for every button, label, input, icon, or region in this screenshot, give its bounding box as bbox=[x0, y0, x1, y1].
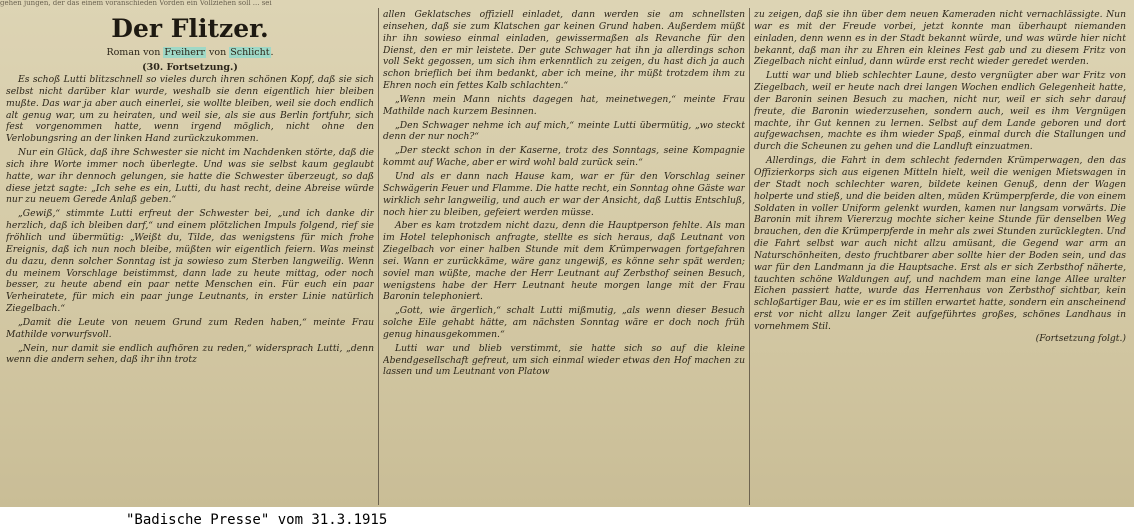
article-title: Der Flitzer. bbox=[111, 14, 269, 43]
paragraph: zu zeigen, daß sie ihn über dem neuen Kameraden nicht vernachlässigte. Nun war es mit der Freude vorbei, jetzt konnte man überhaupt niemanden einladen, denn wenn es in der Stadt bekannt würde, und was würde hier nicht bekannt, daß man ihr zu Ehren ein kleines Fest gab und zu diesem Fritz von Ziegelbach nicht einlud, dann würde erst recht wieder geredet werden. bbox=[754, 9, 1126, 68]
paragraph: „Den Schwager nehme ich auf mich,“ meinte Lutti übermütig, „wo steckt denn der nur noch?“ bbox=[383, 119, 745, 143]
author-first-highlight: Freiherr bbox=[164, 47, 205, 58]
paragraph: Und als er dann nach Hause kam, war er für den Vorschlag seiner Schwägerin Feuer und Flamme. Die hatte recht, ein Sonntag ohne Gäste war wirklich sehr langweilig, und auch er war der Ansicht, daß Luttis Entschluß, noch hier zu bleiben, gefeiert werden müsse. bbox=[383, 170, 745, 218]
paragraph: „Gott, wie ärgerlich,“ schalt Lutti mißmutig, „als wenn dieser Besuch solche Eile gehabt hätte, am nächsten Sonntag wäre er doch noch früh genug hinausgekommen.“ bbox=[383, 305, 745, 340]
source-caption: "Badische Presse" vom 31.3.1915 bbox=[126, 512, 388, 528]
subtitle-prefix: Roman von bbox=[106, 47, 164, 58]
article-subtitle bbox=[6, 47, 374, 59]
subtitle-mid: von bbox=[205, 47, 230, 58]
installment-label: (30. Fortsetzung.) bbox=[142, 62, 238, 73]
author-last-highlight: Schlicht bbox=[230, 47, 270, 58]
column-3 bbox=[754, 9, 1126, 505]
paragraph: Aber es kam trotzdem nicht dazu, denn die Hauptperson fehlte. Als man im Hotel telephonisch anfragte, stellte es sich heraus, daß Leutnant von Ziegelbach vor einer halben Stunde mit dem Krümperwagen fortgefahren sei. Wann er zurückkäme, wäre ganz ungewiß, es könne sehr spät werden; soviel man wüßte, mache der Herr Leutnant auf Zerbsthof seinen Besuch, wenigstens habe der Herr Leutnant heute morgen lange mit der Frau Baronin telephoniert. bbox=[383, 220, 745, 303]
cut-off-header-line: gehen jungen, der das einem voranschieden Vorden ein Vollziehen soll ... sei bbox=[0, 0, 272, 7]
paragraph: „Nein, nur damit sie endlich aufhören zu reden,“ widersprach Lutti, „denn wenn die andern sehen, daß ihr ihn trotz bbox=[6, 342, 374, 366]
paragraph: Lutti war und blieb schlechter Laune, desto vergnügter aber war Fritz von Ziegelbach, weil er heute nach drei langen Wochen endlich Gelegenheit hatte, der Baronin seinen Besuch zu machen, nicht nur, weil er sich sehr darauf freute, die Baronin wiederzusehen, sondern auch, weil es ihm Vergnügen machte, ihr Gut kennen zu lernen. Selbst auf dem Lande geboren und dort aufgewachsen, machte es ihm wieder Spaß, einmal durch die Stallungen und durch die Scheunen zu gehen und die Landluft einzuatmen. bbox=[754, 70, 1126, 153]
paragraph: Lutti war und blieb verstimmt, sie hatte sich so auf die kleine Abendgesellschaft gefreut, um sich einmal wieder etwas den Hof machen zu lassen und um Leutnant von Platow bbox=[383, 342, 745, 378]
paragraph: allen Geklatsches offiziell einladet, dann werden sie am schnellsten einsehen, daß sie zum Klatschen gar keinen Grund haben. Außerdem müßt ihr ihn sowieso einmal einladen, gewissermaßen als Revanche für den Dienst, den er mir leistete. Der gute Schwager hat ihn ja allerdings schon voll Sekt gegossen, um sich ihm erkenntlich zu zeigen, du hast dich ja auch schon brieflich bei ihm bedankt, aber ich meine, ihr müßt trotzdem ihm zu Ehren noch ein fettes Kalb schlachten.“ bbox=[383, 9, 745, 92]
paragraph: „Wenn mein Mann nichts dagegen hat, meinetwegen,“ meinte Frau Mathilde nach kurzem Besinnen. bbox=[383, 93, 745, 117]
column-rule bbox=[378, 8, 379, 505]
subtitle-suffix: . bbox=[270, 47, 274, 58]
paragraph: Allerdings, die Fahrt in dem schlecht federnden Krümperwagen, den das Offizierkorps sich aus eigenen Mitteln hielt, weil die wenigen Mietswagen in der Stadt noch schlechter waren, bildete keinen Genuß, denn der Wagen holperte und stieß, und die beiden alten, müden Krümperpferde, die von einem Soldaten in voller Uniform gelenkt wurden, kamen nur langsam vorwärts. Die Baronin mit ihrem Viererzug mochte sicher keine Stunde für denselben Weg brauchen, den die Krümperpferde in mehr als zwei Stunden zurücklegten. Und die Fahrt selbst war auch nicht allzu amüsant, die Gegend war arm an Naturschönheiten, desto fruchtbarer aber sollte hier der Boden sein, und das war für den Landmann ja die Hauptsache. Erst als er sich Zerbsthof näherte, tauchten schöne Waldungen auf, und nachdem man eine lange Allee uralter Eichen passiert hatte, wurde das Herrenhaus von Zerbsthof sichtbar, kein schloßartiger Bau, wie er es im stillen erwartet hatte, sondern ein anscheinend erst vor nicht allzu langer Zeit aufgeführtes großes, schönes Landhaus in vornehmem Stil. bbox=[754, 155, 1126, 332]
paragraph: „Der steckt schon in der Kaserne, trotz des Sonntags, seine Kompagnie kommt auf Wache, aber er wird wohl bald zurück sein.“ bbox=[383, 145, 745, 169]
column-2 bbox=[383, 9, 745, 505]
paragraph: „Damit die Leute von neuem Grund zum Reden haben,“ meinte Frau Mathilde vorwurfsvoll. bbox=[6, 316, 374, 340]
column-rule bbox=[749, 8, 750, 505]
paragraph: Es schoß Lutti blitzschnell so vieles durch ihren schönen Kopf, daß sie sich selbst nicht darüber klar wurde, weshalb sie denn eigentlich hier bleiben mußte. Das war ja aber auch einerlei, sie wollte bleiben, weil sie doch endlich alt genug war, um zu heiraten, und weil sie, als sie aus Berlin fortfuhr, sich fest vorgenommen hatte, wenn irgend möglich, nicht ohne den Verlobungsring an der linken Hand zurückzukommen. bbox=[6, 74, 374, 145]
paragraph: „Gewiß,“ stimmte Lutti erfreut der Schwester bei, „und ich danke dir herzlich, daß ich bleiben darf,“ und einem plötzlichen Impuls folgend, rief sie fröhlich und übermütig: „Weißt du, Tilde, das wenigstens für mich frohe Ereignis, daß ich nun noch bleibe, müßten wir eigentlich feiern. Was meinst du dazu, denn solcher Sonntag ist ja sowieso zum Sterben langweilig. Wenn du meinem Vorschlage beistimmst, dann lade zu heute mittag, oder noch besser, zu heute abend ein paar nette Menschen ein. Für euch ein paar Verheiratete, für mich ein paar junge Leutnants, in erster Linie natürlich Ziegelbach.“ bbox=[6, 208, 374, 315]
continuation-note: (Fortsetzung folgt.) bbox=[1035, 332, 1126, 344]
paragraph: Nur ein Glück, daß ihre Schwester sie nicht im Nachdenken störte, daß die sich ihre Worte immer noch überlegte. Und was sie selbst kaum geglaubt hatte, war ihr dennoch gelungen, sie hatte die Schwester überzeugt, so daß diese jetzt sagte: „Ich sehe es ein, Lutti, du hast recht, deine Abreise würde nur zu neuem Gerede Anlaß geben.“ bbox=[6, 147, 374, 206]
column-1 bbox=[6, 9, 374, 505]
